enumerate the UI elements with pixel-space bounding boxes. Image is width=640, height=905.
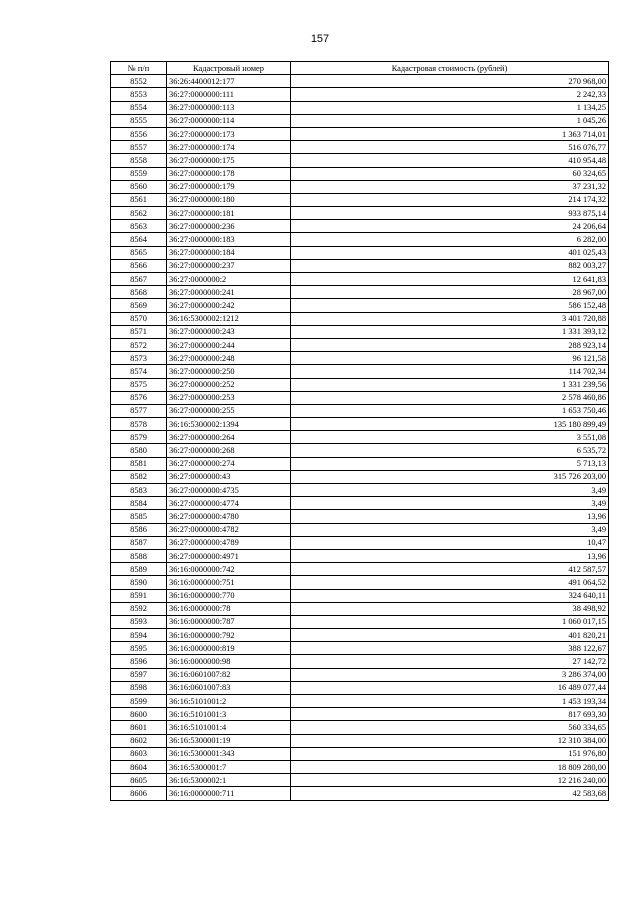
cadastral-value-cell: 16 489 077,44 — [291, 681, 609, 694]
table-row — [111, 497, 609, 510]
row-number-cell: 8576 — [111, 391, 167, 404]
cadastral-value-cell: 3 401 720,88 — [291, 312, 609, 325]
cadastral-value-cell: 1 653 750,46 — [291, 404, 609, 417]
row-number-cell: 8599 — [111, 695, 167, 708]
row-number-cell: 8570 — [111, 312, 167, 325]
cadastral-number-cell: 36:27:0000000:237 — [167, 259, 291, 272]
cadastral-value-cell: 401 820,21 — [291, 629, 609, 642]
cadastral-value-cell: 3,49 — [291, 484, 609, 497]
column-header-number: № п/п — [111, 62, 167, 75]
row-number-cell: 8558 — [111, 154, 167, 167]
table-row — [111, 510, 609, 523]
table-body — [111, 75, 609, 800]
cadastral-number-cell: 36:27:0000000:4774 — [167, 497, 291, 510]
table-row — [111, 681, 609, 694]
cadastral-value-cell: 1 331 393,12 — [291, 325, 609, 338]
cadastral-number-cell: 36:16:0000000:819 — [167, 642, 291, 655]
row-number-cell: 8582 — [111, 470, 167, 483]
cadastral-number-cell: 36:16:5300002:1 — [167, 774, 291, 787]
row-number-cell: 8553 — [111, 88, 167, 101]
cadastral-number-cell: 36:16:0601007:82 — [167, 668, 291, 681]
cadastral-number-cell: 36:16:0000000:711 — [167, 787, 291, 800]
table-row — [111, 193, 609, 206]
table-row — [111, 299, 609, 312]
table-row — [111, 760, 609, 773]
cadastral-value-cell: 3,49 — [291, 497, 609, 510]
table-row — [111, 273, 609, 286]
cadastral-value-cell: 3 551,08 — [291, 431, 609, 444]
row-number-cell: 8596 — [111, 655, 167, 668]
cadastral-value-cell: 135 180 899,49 — [291, 418, 609, 431]
cadastral-number-cell: 36:27:0000000:274 — [167, 457, 291, 470]
cadastral-number-cell: 36:16:5300002:1394 — [167, 418, 291, 431]
cadastral-value-cell: 28 967,00 — [291, 286, 609, 299]
cadastral-number-cell: 36:26:4400012:177 — [167, 75, 291, 88]
table-row — [111, 774, 609, 787]
cadastral-value-cell: 288 923,14 — [291, 338, 609, 351]
cadastral-number-cell: 36:16:0000000:792 — [167, 629, 291, 642]
cadastral-value-cell: 151 976,80 — [291, 747, 609, 760]
table-row — [111, 418, 609, 431]
cadastral-value-cell: 12 216 240,00 — [291, 774, 609, 787]
row-number-cell: 8602 — [111, 734, 167, 747]
table-row — [111, 127, 609, 140]
row-number-cell: 8591 — [111, 589, 167, 602]
cadastral-number-cell: 36:27:0000000:242 — [167, 299, 291, 312]
cadastral-number-cell: 36:27:0000000:4971 — [167, 549, 291, 562]
table-row — [111, 589, 609, 602]
cadastral-value-cell: 114 702,34 — [291, 365, 609, 378]
row-number-cell: 8583 — [111, 484, 167, 497]
table-row — [111, 391, 609, 404]
cadastral-value-cell: 18 809 280,00 — [291, 760, 609, 773]
row-number-cell: 8573 — [111, 352, 167, 365]
table-row — [111, 484, 609, 497]
cadastral-number-cell: 36:27:0000000:236 — [167, 220, 291, 233]
table-row — [111, 88, 609, 101]
table-row — [111, 734, 609, 747]
cadastral-value-cell: 882 003,27 — [291, 259, 609, 272]
cadastral-number-cell: 36:27:0000000:111 — [167, 88, 291, 101]
row-number-cell: 8595 — [111, 642, 167, 655]
table-row — [111, 75, 609, 88]
table-row — [111, 167, 609, 180]
cadastral-value-cell: 315 726 203,00 — [291, 470, 609, 483]
cadastral-value-cell: 1 060 017,15 — [291, 615, 609, 628]
cadastral-value-cell: 3,49 — [291, 523, 609, 536]
cadastral-value-cell: 2 578 460,86 — [291, 391, 609, 404]
cadastral-number-cell: 36:27:0000000:183 — [167, 233, 291, 246]
table-row — [111, 325, 609, 338]
table-row — [111, 470, 609, 483]
cadastral-value-cell: 24 206,64 — [291, 220, 609, 233]
row-number-cell: 8579 — [111, 431, 167, 444]
cadastral-value-cell: 3 286 374,00 — [291, 668, 609, 681]
table-row — [111, 536, 609, 549]
table-row — [111, 114, 609, 127]
row-number-cell: 8581 — [111, 457, 167, 470]
cadastral-number-cell: 36:16:5300001:343 — [167, 747, 291, 760]
cadastral-number-cell: 36:27:0000000:241 — [167, 286, 291, 299]
cadastral-value-cell: 388 122,67 — [291, 642, 609, 655]
cadastral-number-cell: 36:16:0000000:742 — [167, 563, 291, 576]
row-number-cell: 8587 — [111, 536, 167, 549]
cadastral-number-cell: 36:16:5101001:3 — [167, 708, 291, 721]
cadastral-value-cell: 6 535,72 — [291, 444, 609, 457]
cadastral-value-table — [110, 61, 609, 801]
cadastral-number-cell: 36:27:0000000:250 — [167, 365, 291, 378]
cadastral-value-cell: 6 282,00 — [291, 233, 609, 246]
cadastral-value-cell: 27 142,72 — [291, 655, 609, 668]
row-number-cell: 8589 — [111, 563, 167, 576]
cadastral-number-cell: 36:16:0000000:751 — [167, 576, 291, 589]
cadastral-number-cell: 36:16:0000000:787 — [167, 615, 291, 628]
row-number-cell: 8563 — [111, 220, 167, 233]
cadastral-value-cell: 13,96 — [291, 549, 609, 562]
row-number-cell: 8566 — [111, 259, 167, 272]
cadastral-value-cell: 401 025,43 — [291, 246, 609, 259]
cadastral-value-cell: 42 583,68 — [291, 787, 609, 800]
cadastral-number-cell: 36:27:0000000:179 — [167, 180, 291, 193]
row-number-cell: 8604 — [111, 760, 167, 773]
table-row — [111, 404, 609, 417]
cadastral-value-cell: 1 134,25 — [291, 101, 609, 114]
cadastral-number-cell: 36:27:0000000:180 — [167, 193, 291, 206]
cadastral-number-cell: 36:27:0000000:174 — [167, 141, 291, 154]
table-row — [111, 549, 609, 562]
table-row — [111, 365, 609, 378]
cadastral-value-cell: 324 640,11 — [291, 589, 609, 602]
cadastral-value-cell: 10,47 — [291, 536, 609, 549]
cadastral-value-cell: 37 231,32 — [291, 180, 609, 193]
table-row — [111, 233, 609, 246]
table-row — [111, 338, 609, 351]
row-number-cell: 8605 — [111, 774, 167, 787]
cadastral-value-cell: 270 968,00 — [291, 75, 609, 88]
cadastral-value-cell: 410 954,48 — [291, 154, 609, 167]
table-row — [111, 747, 609, 760]
table-row — [111, 787, 609, 800]
cadastral-number-cell: 36:27:0000000:178 — [167, 167, 291, 180]
cadastral-number-cell: 36:27:0000000:43 — [167, 470, 291, 483]
row-number-cell: 8586 — [111, 523, 167, 536]
table-row — [111, 523, 609, 536]
row-number-cell: 8571 — [111, 325, 167, 338]
table-row — [111, 721, 609, 734]
cadastral-number-cell: 36:16:5300002:1212 — [167, 312, 291, 325]
row-number-cell: 8552 — [111, 75, 167, 88]
row-number-cell: 8578 — [111, 418, 167, 431]
row-number-cell: 8597 — [111, 668, 167, 681]
cadastral-value-cell: 1 453 193,34 — [291, 695, 609, 708]
row-number-cell: 8580 — [111, 444, 167, 457]
table-row — [111, 259, 609, 272]
cadastral-value-cell: 516 076,77 — [291, 141, 609, 154]
cadastral-number-cell: 36:16:5300001:7 — [167, 760, 291, 773]
cadastral-value-cell: 817 693,30 — [291, 708, 609, 721]
cadastral-number-cell: 36:27:0000000:268 — [167, 444, 291, 457]
table-row — [111, 352, 609, 365]
row-number-cell: 8594 — [111, 629, 167, 642]
table-row — [111, 444, 609, 457]
cadastral-number-cell: 36:27:0000000:113 — [167, 101, 291, 114]
row-number-cell: 8592 — [111, 602, 167, 615]
cadastral-number-cell: 36:27:0000000:4735 — [167, 484, 291, 497]
cadastral-value-cell: 412 587,57 — [291, 563, 609, 576]
row-number-cell: 8564 — [111, 233, 167, 246]
table-row — [111, 180, 609, 193]
cadastral-number-cell: 36:27:0000000:175 — [167, 154, 291, 167]
cadastral-number-cell: 36:27:0000000:114 — [167, 114, 291, 127]
page-number: 157 — [310, 33, 330, 45]
cadastral-number-cell: 36:27:0000000:248 — [167, 352, 291, 365]
cadastral-value-cell: 12 641,83 — [291, 273, 609, 286]
row-number-cell: 8567 — [111, 273, 167, 286]
cadastral-number-cell: 36:16:0000000:770 — [167, 589, 291, 602]
cadastral-value-cell: 560 334,65 — [291, 721, 609, 734]
row-number-cell: 8600 — [111, 708, 167, 721]
cadastral-value-cell: 491 064,52 — [291, 576, 609, 589]
table-row — [111, 207, 609, 220]
row-number-cell: 8554 — [111, 101, 167, 114]
row-number-cell: 8572 — [111, 338, 167, 351]
row-number-cell: 8569 — [111, 299, 167, 312]
row-number-cell: 8598 — [111, 681, 167, 694]
table-row — [111, 101, 609, 114]
row-number-cell: 8577 — [111, 404, 167, 417]
table-row — [111, 431, 609, 444]
table-row — [111, 246, 609, 259]
table-row — [111, 629, 609, 642]
cadastral-number-cell: 36:16:0601007:83 — [167, 681, 291, 694]
table-row — [111, 602, 609, 615]
cadastral-number-cell: 36:16:5300001:19 — [167, 734, 291, 747]
cadastral-value-cell: 1 045,26 — [291, 114, 609, 127]
table-header — [111, 62, 609, 75]
row-number-cell: 8561 — [111, 193, 167, 206]
cadastral-value-cell: 2 242,33 — [291, 88, 609, 101]
cadastral-value-cell: 12 310 384,00 — [291, 734, 609, 747]
cadastral-number-cell: 36:27:0000000:253 — [167, 391, 291, 404]
table-row — [111, 576, 609, 589]
cadastral-value-cell: 586 152,48 — [291, 299, 609, 312]
cadastral-number-cell: 36:16:0000000:98 — [167, 655, 291, 668]
cadastral-number-cell: 36:27:0000000:255 — [167, 404, 291, 417]
cadastral-number-cell: 36:27:0000000:4789 — [167, 536, 291, 549]
row-number-cell: 8584 — [111, 497, 167, 510]
table-row — [111, 378, 609, 391]
cadastral-value-cell: 60 324,65 — [291, 167, 609, 180]
table-row — [111, 615, 609, 628]
table-row — [111, 220, 609, 233]
cadastral-number-cell: 36:27:0000000:184 — [167, 246, 291, 259]
row-number-cell: 8562 — [111, 207, 167, 220]
table-row — [111, 312, 609, 325]
cadastral-number-cell: 36:27:0000000:264 — [167, 431, 291, 444]
table-row — [111, 457, 609, 470]
table-row — [111, 563, 609, 576]
row-number-cell: 8568 — [111, 286, 167, 299]
cadastral-number-cell: 36:16:0000000:78 — [167, 602, 291, 615]
cadastral-number-cell: 36:16:5101001:4 — [167, 721, 291, 734]
row-number-cell: 8590 — [111, 576, 167, 589]
cadastral-value-cell: 96 121,58 — [291, 352, 609, 365]
table-row — [111, 655, 609, 668]
cadastral-number-cell: 36:27:0000000:4782 — [167, 523, 291, 536]
row-number-cell: 8593 — [111, 615, 167, 628]
cadastral-number-cell: 36:27:0000000:173 — [167, 127, 291, 140]
row-number-cell: 8575 — [111, 378, 167, 391]
row-number-cell: 8560 — [111, 180, 167, 193]
row-number-cell: 8606 — [111, 787, 167, 800]
table-row — [111, 154, 609, 167]
table-row — [111, 695, 609, 708]
row-number-cell: 8574 — [111, 365, 167, 378]
column-header-cadastral-value: Кадастровая стоимость (рублей) — [291, 62, 609, 75]
row-number-cell: 8601 — [111, 721, 167, 734]
table-row — [111, 286, 609, 299]
row-number-cell: 8588 — [111, 549, 167, 562]
row-number-cell: 8565 — [111, 246, 167, 259]
column-header-cadastral-number: Кадастровый номер — [167, 62, 291, 75]
row-number-cell: 8557 — [111, 141, 167, 154]
cadastral-number-cell: 36:27:0000000:243 — [167, 325, 291, 338]
row-number-cell: 8555 — [111, 114, 167, 127]
cadastral-value-cell: 933 875,14 — [291, 207, 609, 220]
cadastral-value-cell: 214 174,32 — [291, 193, 609, 206]
cadastral-value-cell: 5 713,13 — [291, 457, 609, 470]
row-number-cell: 8585 — [111, 510, 167, 523]
cadastral-value-cell: 1 331 239,56 — [291, 378, 609, 391]
cadastral-value-cell: 38 498,92 — [291, 602, 609, 615]
cadastral-number-cell: 36:16:5101001:2 — [167, 695, 291, 708]
table-row — [111, 642, 609, 655]
cadastral-number-cell: 36:27:0000000:2 — [167, 273, 291, 286]
table-row — [111, 141, 609, 154]
row-number-cell: 8556 — [111, 127, 167, 140]
cadastral-value-cell: 1 363 714,01 — [291, 127, 609, 140]
table-row — [111, 708, 609, 721]
cadastral-number-cell: 36:27:0000000:244 — [167, 338, 291, 351]
table-row — [111, 668, 609, 681]
row-number-cell: 8559 — [111, 167, 167, 180]
cadastral-value-cell: 13,96 — [291, 510, 609, 523]
cadastral-number-cell: 36:27:0000000:4780 — [167, 510, 291, 523]
row-number-cell: 8603 — [111, 747, 167, 760]
cadastral-number-cell: 36:27:0000000:181 — [167, 207, 291, 220]
header-row — [111, 62, 609, 75]
cadastral-number-cell: 36:27:0000000:252 — [167, 378, 291, 391]
